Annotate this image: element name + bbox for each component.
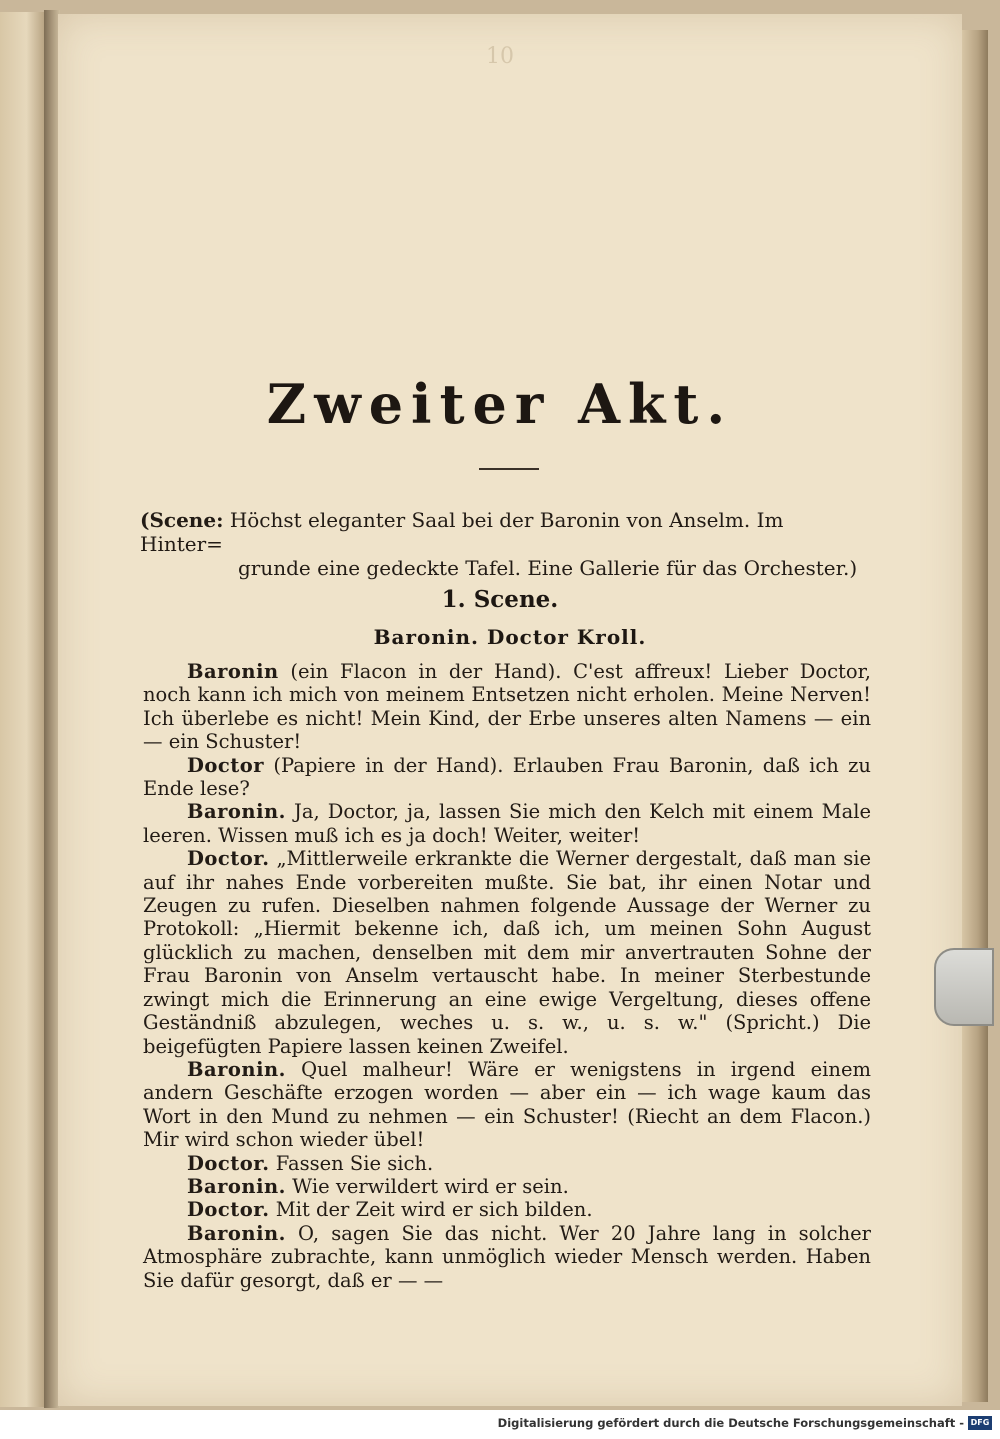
- dialogue-paragraph: [143, 754, 871, 801]
- dialogue-paragraph: [143, 660, 871, 754]
- footer-credit: Digitalisierung gefördert durch die Deutsche Forschungsgemeinschaft -: [497, 1416, 964, 1430]
- dialogue-block: [143, 660, 871, 1292]
- speaker-name: Doctor.: [187, 1151, 270, 1175]
- speaker-name: Doctor: [187, 753, 265, 777]
- stage-direction-line1: Höchst eleganter Saal bei der Baronin von Anselm. Im Hinter=: [140, 508, 784, 556]
- speech-text: (ein Flacon in der Hand). C'est affreux! Lieber Doctor, noch kann ich mich von meinem Entsetzen nicht erholen. Meine Nerven! Ich überlebe es nicht! Mein Kind, der Erbe unseres alten Namens — ein — ein Schuster!: [143, 660, 871, 754]
- dialogue-paragraph: [143, 1175, 871, 1198]
- dialogue-paragraph: [143, 1222, 871, 1292]
- speaker-name: Baronin.: [187, 800, 286, 824]
- scene-heading: 1. Scene.: [441, 586, 559, 613]
- dfg-logo-icon: DFG: [968, 1416, 992, 1430]
- right-page-edges: [962, 30, 988, 1402]
- stage-direction: [140, 508, 870, 580]
- dialogue-paragraph: [143, 800, 871, 847]
- speech-text: Mit der Zeit wird er sich bilden.: [269, 1198, 593, 1222]
- dialogue-paragraph: [143, 847, 871, 1058]
- page-clip: [934, 948, 994, 1026]
- speaker-name: Baronin: [187, 660, 279, 683]
- speech-text: O, sagen Sie das nicht. Wer 20 Jahre lang in solcher Atmosphäre zubrachte, kann unmöglich wieder Mensch werden. Haben Sie dafür gesorgt, daß er — —: [143, 1221, 871, 1292]
- speech-text: Fassen Sie sich.: [269, 1151, 434, 1175]
- speaker-name: Doctor.: [187, 1198, 270, 1222]
- stage-direction-line2: grunde eine gedeckte Tafel. Eine Gallerie für das Orchester.): [238, 556, 858, 580]
- speech-text: „Mittlerweile erkrankte die Werner dergestalt, daß man sie auf ihr nahes Ende vorbereiten mußte. Sie bat, ihr einen Notar und Zeugen zu rufen. Dieselben nahmen folgende Aussage der Werner zu Protokoll: „Hiermit bekenne ich, daß ich, um meinen Sohn August glücklich zu machen, denselben mit dem mir anvertrauten Sohne der Frau Baronin von Anselm vertauscht habe. In meiner Sterbestunde zwingt mich die Erinnerung an eine ewige Vergeltung, dieses offene Geständniß abzulegen, weches u. s. w., u. s. w." (Spricht.) Die beigefügten Papiere lassen keinen Zweifel.: [143, 847, 871, 1058]
- title-divider: [479, 468, 539, 470]
- speech-text: Wie verwildert wird er sein.: [285, 1174, 569, 1198]
- speech-text: Ja, Doctor, ja, lassen Sie mich den Kelch mit einem Male leeren. Wissen muß ich es ja doch! Weiter, weiter!: [143, 800, 871, 847]
- speech-text: Quel malheur! Wäre er wenigstens in irgend einem andern Geschäfte erzogen worden — aber ein — ich wage kaum das Wort in den Mund zu nehmen — ein Schuster! (Riecht an dem Flacon.) Mir wird schon wieder übel!: [143, 1057, 871, 1152]
- speaker-name: Baronin.: [187, 1174, 286, 1198]
- speech-text: (Papiere in der Hand). Erlauben Frau Baronin, daß ich zu Ende lese?: [143, 753, 871, 801]
- dialogue-paragraph: [143, 1198, 871, 1221]
- page-number: 10: [486, 44, 514, 69]
- dialogue-paragraph: [143, 1058, 871, 1152]
- speaker-name: Baronin.: [187, 1221, 286, 1245]
- footer-bar: [0, 1410, 1000, 1439]
- speaker-name: Doctor.: [187, 847, 270, 871]
- left-page-edge: [0, 12, 45, 1407]
- dialogue-paragraph: [143, 1152, 871, 1175]
- scene-characters: Baronin. Doctor Kroll.: [373, 625, 647, 649]
- stage-direction-lead: (Scene:: [140, 508, 224, 532]
- speaker-name: Baronin.: [187, 1057, 286, 1081]
- act-title: Zweiter Akt.: [266, 372, 734, 436]
